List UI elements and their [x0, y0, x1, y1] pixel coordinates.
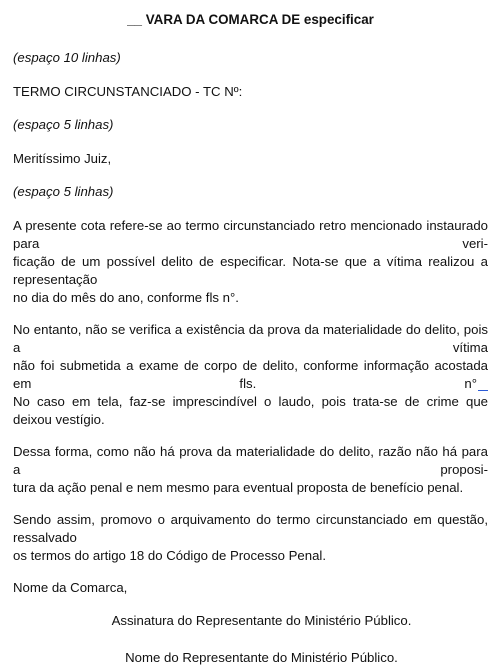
document-title: __ VARA DA COMARCA DE especificar — [127, 12, 374, 27]
salutation: Meritíssimo Juiz, — [13, 151, 112, 166]
paragraph-archiving-row-1: Sendo assim, promovo o arquivamento do termo circunstanciado em questão, ressalvado — [13, 512, 488, 545]
paragraph-archiving — [13, 511, 488, 565]
hyperlink-underline[interactable] — [478, 390, 488, 391]
paragraph-materiality-row-3: No caso em tela, faz-se imprescindível o laudo, pois trata-se de crime que deixou vestígio. — [13, 394, 488, 427]
paragraph-materiality-row-1: No entanto, não se verifica a existência da prova da materialidade do delito, pois a vítima — [13, 322, 488, 355]
tc-number-line: TERMO CIRCUNSTANCIADO - TC Nº: — [13, 84, 243, 99]
paragraph-materiality — [13, 321, 488, 429]
paragraph-intro-row-1: A presente cota refere-se ao termo circunstanciado retro mencionado instaurado para veri- — [13, 218, 488, 251]
paragraph-materiality-row-2: não foi submetida a exame de corpo de delito, conforme informação acostada em fls. n° — [13, 358, 488, 391]
spacing-note-10-lines: (espaço 10 linhas) — [13, 50, 121, 65]
signature-line: Assinatura do Representante do Ministério Público. — [111, 613, 412, 628]
paragraph-conclusion — [13, 443, 488, 497]
prosecutor-name-line: Nome do Representante do Ministério Público. — [125, 650, 398, 665]
closing-place: Nome da Comarca, — [13, 580, 128, 595]
spacing-note-5-lines-first: (espaço 5 linhas) — [13, 117, 114, 132]
paragraph-materiality-row-2-wrap — [13, 357, 488, 393]
paragraph-intro-row-3: no dia do mês do ano, conforme fls n°. — [13, 290, 239, 305]
paragraph-intro-row-2: ficação de um possível delito de especificar. Nota-se que a vítima realizou a representação — [13, 254, 488, 287]
spacing-note-5-lines-second: (espaço 5 linhas) — [13, 184, 114, 199]
paragraph-intro — [13, 217, 488, 307]
paragraph-archiving-row-2: os termos do artigo 18 do Código de Processo Penal. — [13, 548, 327, 563]
paragraph-conclusion-row-1: Dessa forma, como não há prova da materialidade do delito, razão não há para a proposi- — [13, 444, 488, 477]
paragraph-conclusion-row-2: tura da ação penal e nem mesmo para eventual proposta de benefício penal. — [13, 480, 464, 495]
